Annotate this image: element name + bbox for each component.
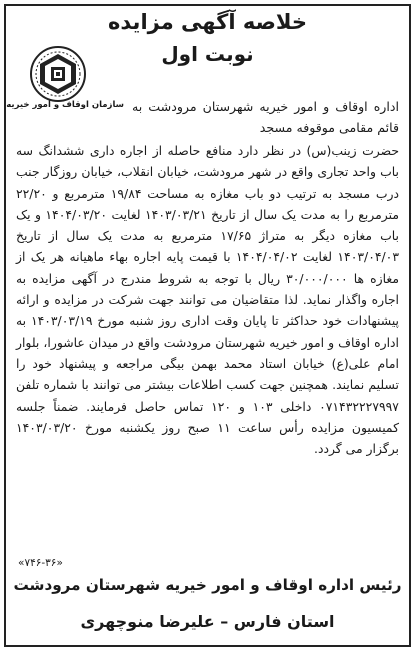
notice-intro: اداره اوقاف و امور خیریه شهرستان مرودشت به قائم مقامی موقوفه مسجد — [132, 99, 399, 135]
notice-body: حضرت زینب(س) در نظر دارد منافع حاصله از اجاره داری ششدانگ سه باب واحد تجاری واقع در شهر مرودشت، خیابان انقلاب، خیابان روزگار جنب درب مسجد به ترتیب دو باب مغازه به مساحت ۱۹/۸۴ مترمربع و ۲۲/۲۰ مترمربع را به مدت یک سال از تاریخ ۱۴۰۳/۰۳/۲۱ لغایت ۱۴۰۴/۰۳/۲۰ و یک باب مغازه دیگر به متراژ ۱۷/۶۵ مترمربع به مدت یک سال از تاریخ ۱۴۰۳/۰۴/۰۳ لغایت ۱۴۰۴/۰۴/۰۲ با قیمت پایه اجاره بهاء ماهیانه هر یک از مغازه ها ۳۰/۰۰۰/۰۰۰ ریال با توجه به شروط مندرج در آگهی مزایده به اجاره واگذار نماید. لذا متقاضیان می توانند جهت شرکت در مزایده و ارائه پیشنهادات خود حداکثر تا پایان وقت اداری روز شنبه مورخ ۱۴۰۳/۰۳/۱۹ به اداره اوقاف و امور خیریه شهرستان مرودشت واقع در میدان عاشورا، بلوار امام علی(ع) خیابان استاد محمد بهمن بیگی مراجعه و پیشنهاد خود را تسلیم نمایند. همچنین جهت کسب اطلاعات بیشتر می توانند با شماره تلفن ۰۷۱۴۳۲۲۲۷۹۹۷ داخلی ۱۰۳ و ۱۲۰ تماس حاصل فرمایند. ضمناً جلسه کمیسیون مزایده رأس ساعت ۱۱ صبح روز یکشنبه مورخ ۱۴۰۳/۰۳/۲۰ برگزار می گردد. — [16, 143, 400, 457]
org-caption: سازمان اوقاف و امور خیریه — [6, 100, 124, 110]
notice-subtitle: نوبت اول — [161, 42, 254, 66]
notice-code: «۷۴۶-۳۶» — [18, 557, 63, 569]
signature-name: استان فارس – علیرضا منوچهری — [80, 612, 335, 631]
endowment-emblem-icon — [20, 44, 96, 106]
notice-title: خلاصه آگهی مزایده — [108, 10, 307, 34]
notice-frame — [4, 4, 411, 647]
signature-title: رئیس اداره اوقاف و امور خیریه شهرستان مرودشت — [13, 576, 402, 594]
